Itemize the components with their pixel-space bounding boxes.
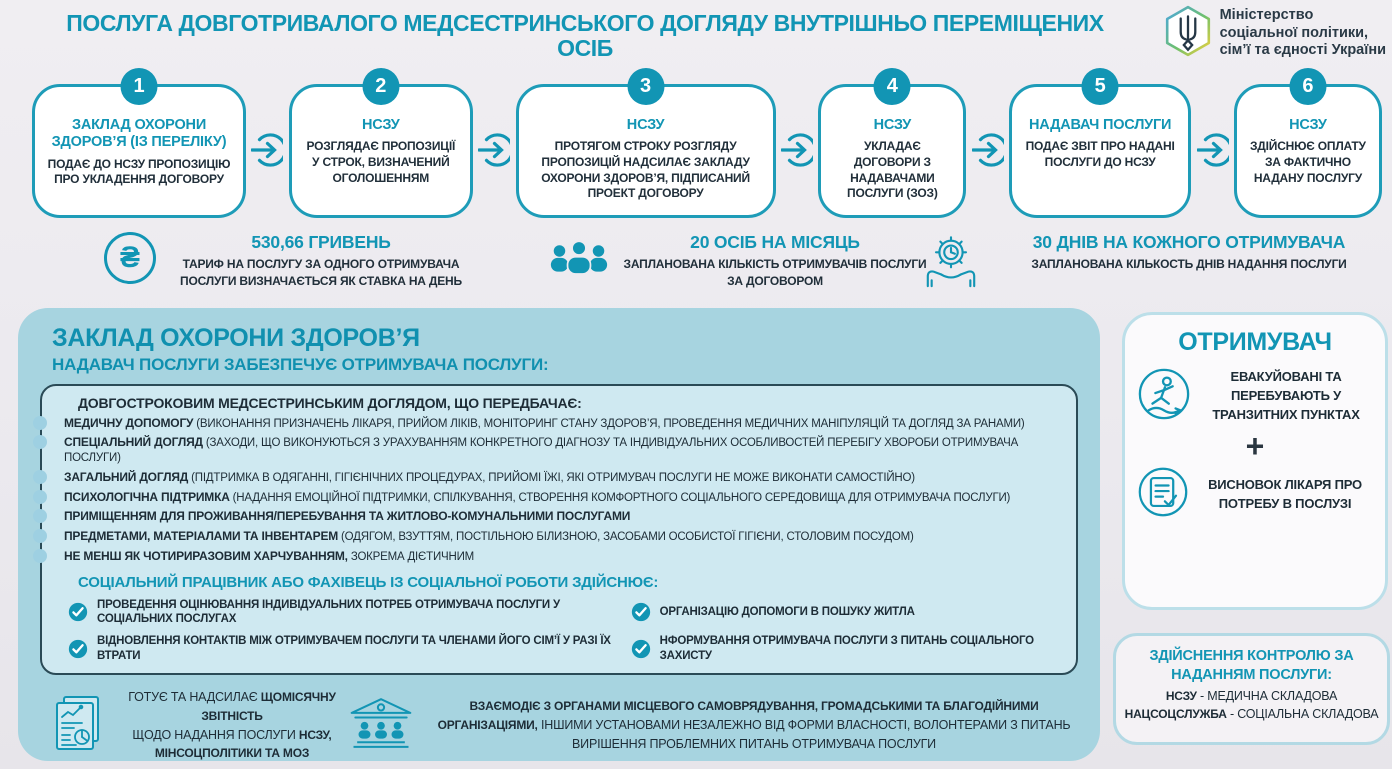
care-item <box>64 490 1062 505</box>
receiver-condition-1 <box>1137 367 1373 426</box>
step-3-title: НСЗУ <box>626 117 665 133</box>
step-3 <box>516 75 776 218</box>
care-item <box>64 549 1062 564</box>
stat-days-desc: ЗАПЛАНОВАНА КІЛЬКОСТЬ ДНІВ НАДАННЯ ПОСЛУГИ <box>1031 256 1347 271</box>
step-5 <box>1009 75 1191 218</box>
control-panel <box>1113 633 1390 745</box>
receiver-condition-2 <box>1137 466 1373 523</box>
step-6-number-badge: 6 <box>1289 68 1326 105</box>
trident-hexagon-icon <box>1164 5 1212 62</box>
step-2-number-badge: 2 <box>362 68 399 105</box>
care-item-lead: ПСИХОЛОГІЧНА ПІДТРИМКА <box>64 489 230 504</box>
checklist-item <box>68 598 625 627</box>
page-title: ПОСЛУГА ДОВГОТРИВАЛОГО МЕДСЕСТРИНСЬКОГО ДОГЛЯДУ ВНУТРІШНЬО ПЕРЕМІЩЕНИХ ОСІБ <box>66 10 1104 62</box>
check-icon <box>631 639 651 659</box>
institution-icon <box>348 697 414 754</box>
care-item-rest: ЗОКРЕМА ДІЄТИЧНИМ <box>347 551 475 564</box>
plus-sign: + <box>1245 428 1265 464</box>
cooperation-text <box>430 697 1078 753</box>
provider-footer <box>40 688 1078 763</box>
step-5-body: ПОДАЄ ЗВІТ ПРО НАДАНІ ПОСЛУГИ ДО НСЗУ <box>1025 139 1175 169</box>
step-6-title: НСЗУ <box>1289 117 1327 133</box>
care-item-rest: (ОДЯГОМ, ВЗУТТЯМ, ПОСТІЛЬНОЮ БІЛИЗНОЮ, ЗАСОБАМИ ОСОБИСТОЇ ГІГІЄНИ, СТОЛОВИМ ПОСУДОМ) <box>338 531 914 544</box>
step-2 <box>289 75 473 218</box>
checklist-item-text: ВІДНОВЛЕННЯ КОНТАКТІВ МІЖ ОТРИМУВАЧЕМ ПОСЛУГИ ТА ЧЛЕНАМИ ЙОГО СІМ’Ї У РАЗІ ЇХ ВТРАТИ <box>97 635 611 662</box>
checklist-item-text: НФОРМУВАННЯ ОТРИМУВАЧА ПОСЛУГИ З ПИТАНЬ СОЦІАЛЬНОГО ЗАХИСТУ <box>659 635 1034 662</box>
step-6-body: ЗДІЙСНЮЄ ОПЛАТУ ЗА ФАКТИЧНО НАДАНУ ПОСЛУГУ <box>1249 139 1366 185</box>
control-line-2-rest: - СОЦІАЛЬНА СКЛАДОВА <box>1226 706 1379 721</box>
provider-panel-title: ЗАКЛАД ОХОРОНИ ЗДОРОВ’Я <box>52 324 420 352</box>
evacuee-icon <box>1137 367 1191 426</box>
receiver-panel <box>1122 312 1388 610</box>
step-6 <box>1234 75 1382 218</box>
step-1-number-badge: 1 <box>121 68 158 105</box>
care-item-lead: ПРИМІЩЕННЯМ ДЛЯ ПРОЖИВАННЯ/ПЕРЕБУВАННЯ ТА ЖИТЛОВО-КОМУНАЛЬНИМИ ПОСЛУГАМИ <box>64 509 631 524</box>
care-item-lead: ПРЕДМЕТАМИ, МАТЕРІАЛАМИ ТА ІНВЕНТАРЕМ <box>64 529 339 544</box>
care-item <box>64 470 1062 485</box>
control-line-2 <box>1124 707 1379 721</box>
step-4-number-badge: 4 <box>874 68 911 105</box>
step-4-body: УКЛАДАЄ ДОГОВОРИ З НАДАВАЧАМИ ПОСЛУГИ (ЗОЗ) <box>847 139 938 201</box>
care-item-lead: МЕДИЧНУ ДОПОМОГУ <box>64 415 194 430</box>
step-1-body: ПОДАЄ ДО НСЗУ ПРОПОЗИЦІЮ ПРО УКЛАДЕННЯ ДОГОВОРУ <box>47 156 231 187</box>
stat-tariff-value: 530,66 ГРИВЕНЬ <box>251 232 391 252</box>
social-worker-header: СОЦІАЛЬНИЙ ПРАЦІВНИК АБО ФАХІВЕЦЬ ІЗ СОЦІАЛЬНОЇ РОБОТИ ЗДІЙСНЮЄ: <box>78 573 659 591</box>
care-item-lead: СПЕЦІАЛЬНИЙ ДОГЛЯД <box>64 435 203 450</box>
cooperation-text-bold: ВЗАЄМОДІЄ З ОРГАНАМИ МІСЦЕВОГО САМОВРЯДУВАННЯ, ГРОМАДСЬКИМИ ТА БЛАГОДІЙНИМИ ОРГАНІЗАЦІЯМИ, <box>437 699 1039 733</box>
stat-tariff-desc: ТАРИФ НА ПОСЛУГУ ЗА ОДНОГО ОТРИМУВАЧА ПОСЛУГИ ВИЗНАЧАЄТЬСЯ ЯК СТАВКА НА ДЕНЬ <box>180 256 462 288</box>
stat-days-value: 30 ДНІВ НА КОЖНОГО ОТРИМУВАЧА <box>1032 232 1346 252</box>
check-icon <box>68 602 88 622</box>
ministry-name <box>1220 7 1386 59</box>
step-3-body: ПРОТЯГОМ СТРОКУ РОЗГЛЯДУ ПРОПОЗИЦІЙ НАДСИЛАЄ ЗАКЛАДУ ОХОРОНИ ЗДОРОВ’Я, ПІДПИСАНИЙ ПРОЕКТ ДОГОВОРУ <box>541 139 750 201</box>
reporting-text <box>116 688 348 763</box>
stat-recipients <box>548 232 930 289</box>
cooperation-block <box>348 697 1078 754</box>
checklist-item-text: ОРГАНІЗАЦІЮ ДОПОМОГИ В ПОШУКУ ЖИТЛА <box>659 605 915 618</box>
stat-tariff <box>104 232 476 289</box>
reporting-text-normal: ЩОДО НАДАННЯ ПОСЛУГИ <box>132 727 299 742</box>
checklist-item <box>631 598 1068 627</box>
social-worker-checklist <box>68 598 1062 664</box>
ministry-name-line3: сім’ї та єдності України <box>1219 42 1386 59</box>
arrow-right-icon <box>972 127 1004 178</box>
care-services-box <box>40 384 1078 675</box>
stat-recipients-desc: ЗАПЛАНОВАНА КІЛЬКІСТЬ ОТРИМУВАЧІВ ПОСЛУГИ ЗА ДОГОВОРОМ <box>623 256 927 288</box>
check-icon <box>631 602 651 622</box>
receiver-panel-title: ОТРИМУВАЧ <box>1178 328 1332 356</box>
control-line-2-bold: НАЦСОЦСЛУЖБА <box>1124 706 1227 721</box>
checklist-item <box>68 634 625 663</box>
step-4-title: НСЗУ <box>873 117 912 133</box>
step-5-number-badge: 5 <box>1082 68 1119 105</box>
reporting-text-bold: МІНСОЦПОЛІТИКИ ТА МОЗ <box>154 746 310 761</box>
provider-panel <box>18 308 1100 761</box>
hryvnia-icon <box>104 232 156 284</box>
care-item <box>64 435 1062 465</box>
step-4 <box>818 75 966 218</box>
arrow-right-icon <box>251 127 283 178</box>
checklist-item <box>631 634 1068 663</box>
control-line-1-rest: - МЕДИЧНА СКЛАДОВА <box>1196 688 1338 703</box>
control-panel-title: ЗДІЙСНЕННЯ КОНТРОЛЮ ЗА НАДАННЯМ ПОСЛУГИ: <box>1149 648 1354 683</box>
people-icon <box>548 240 610 283</box>
step-3-number-badge: 3 <box>627 68 664 105</box>
stat-recipients-value: 20 ОСІБ НА МІСЯЦЬ <box>690 232 860 252</box>
receiver-condition-1-text: ЕВАКУЙОВАНІ ТА ПЕРЕБУВАЮТЬ У ТРАНЗИТНИХ ПУНКТАХ <box>1212 369 1360 422</box>
care-item-lead: ЗАГАЛЬНИЙ ДОГЛЯД <box>64 469 189 484</box>
care-item <box>64 509 1062 524</box>
receiver-condition-2-text: ВИСНОВОК ЛІКАРЯ ПРО ПОТРЕБУ В ПОСЛУЗІ <box>1208 476 1362 511</box>
step-5-title: НАДАВАЧ ПОСЛУГИ <box>1028 117 1172 133</box>
hryvnia-glyph: ₴ <box>119 241 140 274</box>
care-item-rest: (ВИКОНАННЯ ПРИЗНАЧЕНЬ ЛІКАРЯ, ПРИЙОМ ЛІКІВ, МОНІТОРИНГ СТАНУ ЗДОРОВ’Я, ПРОВЕДЕННЯ МЕДИЧНИХ МАНІПУЛЯЦІЙ ТА ДОГЛЯД ЗА РАНАМИ) <box>193 417 1025 430</box>
check-icon <box>68 639 88 659</box>
step-2-body: РОЗГЛЯДАЄ ПРОПОЗИЦІЇ У СТРОК, ВИЗНАЧЕНИЙ ОГОЛОШЕННЯМ <box>306 139 456 185</box>
process-steps <box>32 66 1382 218</box>
doctor-note-icon <box>1137 466 1189 523</box>
step-1-title: ЗАКЛАД ОХОРОНИ ЗДОРОВ’Я (ІЗ ПЕРЕЛІКУ) <box>51 117 227 151</box>
reporting-block <box>40 688 348 763</box>
care-list <box>64 416 1062 565</box>
control-line-1 <box>1124 689 1379 703</box>
care-item <box>64 529 1062 544</box>
report-icon <box>52 695 104 756</box>
checklist-item-text: ПРОВЕДЕННЯ ОЦІНЮВАННЯ ІНДИВІДУАЛЬНИХ ПОТРЕБ ОТРИМУВАЧА ПОСЛУГИ У СОЦІАЛЬНИХ ПОСЛУГАХ <box>97 598 560 625</box>
control-line-1-bold: НСЗУ <box>1165 688 1197 703</box>
care-item-rest: (НАДАННЯ ЕМОЦІЙНОЇ ПІДТРИМКИ, СПІЛКУВАННЯ, СТВОРЕННЯ КОМФОРТНОГО СОЦІАЛЬНОГО СЕРЕДОВИЩА ДЛЯ ОТРИМУВАЧА ПОСЛУГИ) <box>229 491 1011 504</box>
reporting-text-bold: ЩОМІСЯЧНУ ЗВІТНІСТЬ <box>201 690 336 723</box>
provider-panel-subtitle: НАДАВАЧ ПОСЛУГИ ЗАБЕЗПЕЧУЄ ОТРИМУВАЧА ПОСЛУГИ: <box>52 355 549 374</box>
care-list-header: ДОВГОСТРОКОВИМ МЕДСЕСТРИНСЬКИМ ДОГЛЯДОМ, ЩО ПЕРЕДБАЧАЄ: <box>78 395 582 411</box>
ministry-name-line1: Міністерство <box>1219 7 1314 24</box>
reporting-text-normal: ГОТУЄ ТА НАДСИЛАЄ <box>128 690 261 704</box>
care-time-icon <box>922 232 980 295</box>
ministry-name-line2: соціальної політики, <box>1219 24 1369 41</box>
care-item <box>64 416 1062 431</box>
ministry-logo <box>1164 5 1386 62</box>
care-item-rest: (ПІДТРИМКА В ОДЯГАННІ, ГІГІЄНІЧНИХ ПРОЦЕДУРАХ, ПРИЙОМІ ЇЖІ, ЯКІ ОТРИМУВАЧ ПОСЛУГИ НЕ МОЖЕ ВИКОНАТИ САМОСТІЙНО) <box>188 471 915 484</box>
care-item-rest: (ЗАХОДИ, ЩО ВИКОНУЮТЬСЯ З УРАХУВАННЯМ КОНКРЕТНОГО ДІАГНОЗУ ТА ІНДИВІДУАЛЬНИХ ОСОБЛИВОСТЕЙ ПЕРЕБІГУ ХВОРОБИ ОТРИМУВАЧА ПОСЛУГИ) <box>64 437 1019 464</box>
arrow-right-icon <box>781 127 813 178</box>
step-1 <box>32 75 246 218</box>
step-2-title: НСЗУ <box>362 117 400 133</box>
arrow-right-icon <box>478 127 510 178</box>
stat-days <box>922 232 1388 295</box>
reporting-text-bold: НСЗУ, <box>298 727 332 742</box>
care-item-lead: НЕ МЕНШ ЯК ЧОТИРИРАЗОВИМ ХАРЧУВАННЯМ, <box>64 549 348 564</box>
cooperation-text-rest: ІНШИМИ УСТАНОВАМИ НЕЗАЛЕЖНО ВІД ФОРМИ ВЛАСНОСТІ, ВОЛОНТЕРАМИ З ПИТАНЬ ВИРІШЕННЯ ПРОБЛЕМНИХ ПИТАНЬ ОТРИМУВАЧА ПОСЛУГИ <box>537 718 1071 751</box>
arrow-right-icon <box>1197 127 1229 178</box>
